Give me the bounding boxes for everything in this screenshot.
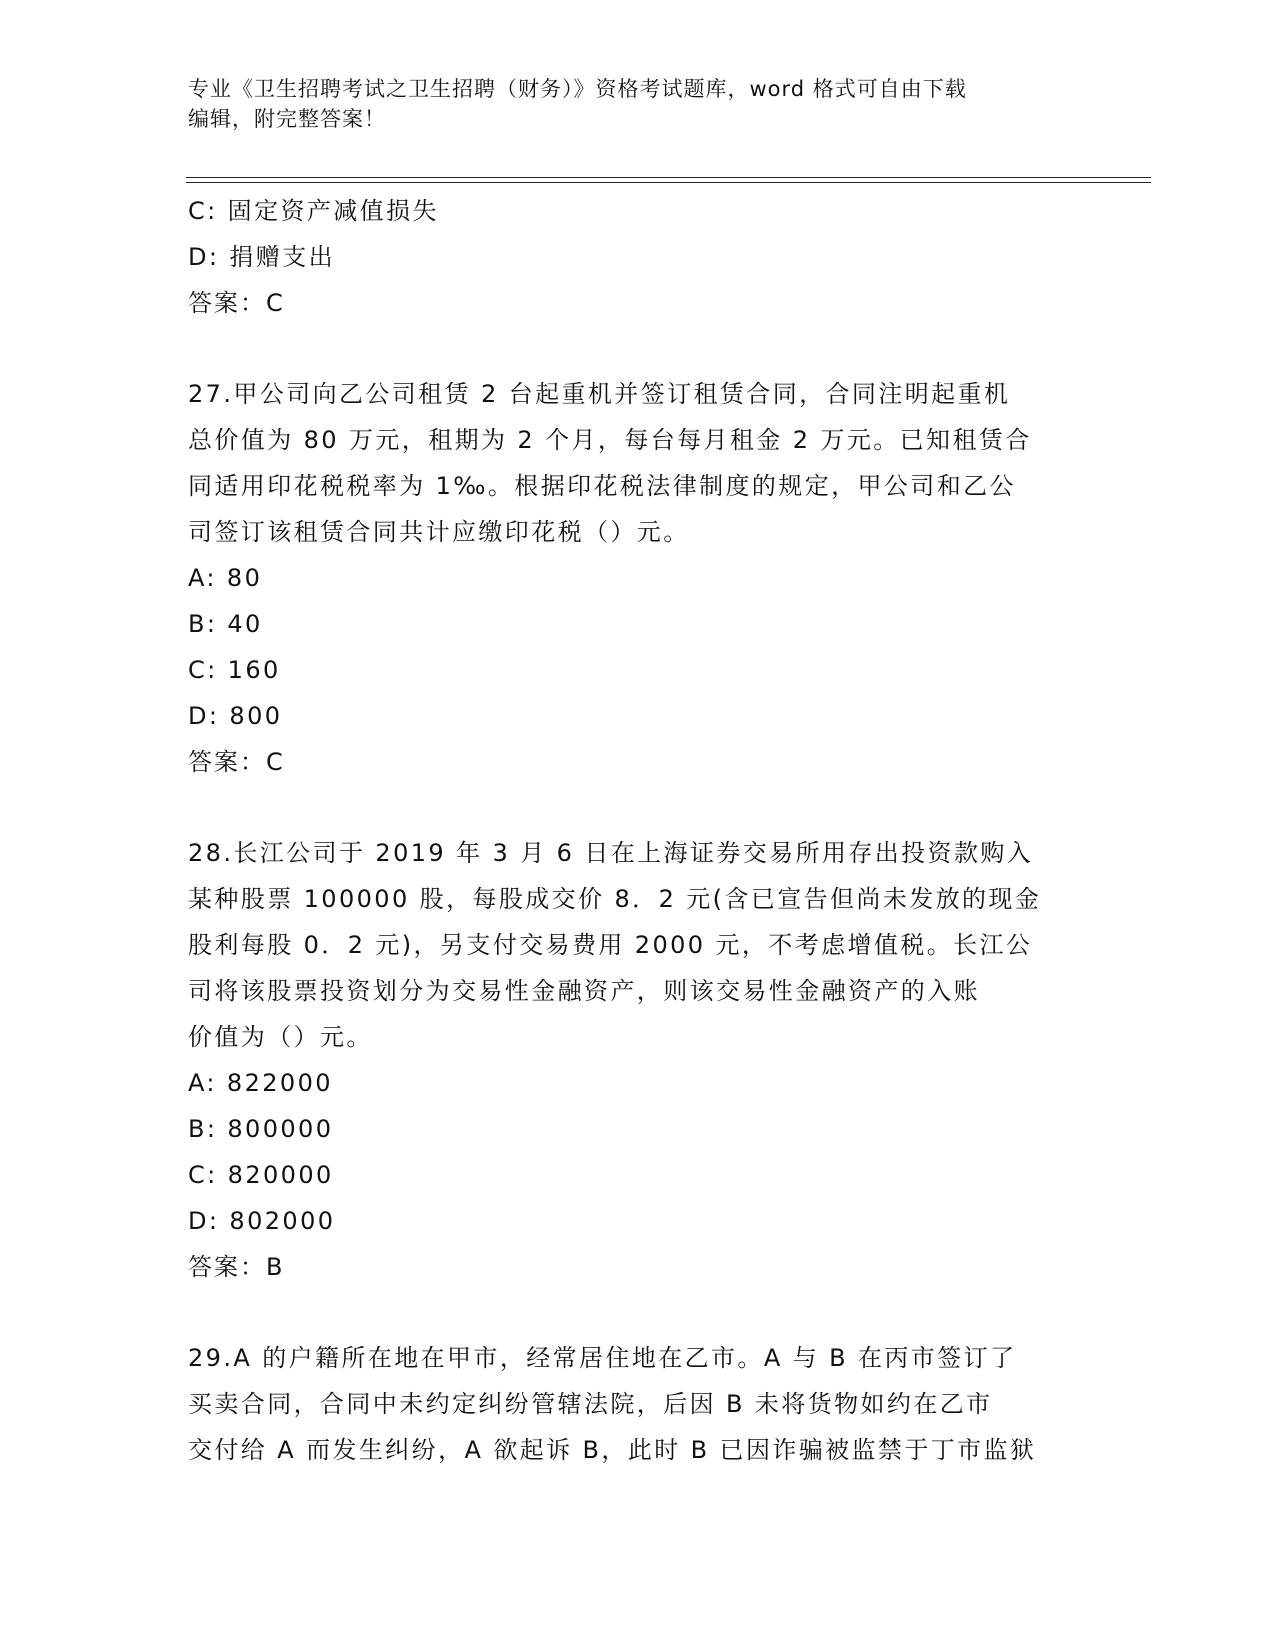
question-28-option-c: C: 820000 <box>188 1161 334 1189</box>
option-c: C: 固定资产减值损失 <box>188 197 439 225</box>
question-28-answer: 答案：B <box>188 1253 285 1281</box>
question-28-option-d: D: 802000 <box>188 1207 336 1235</box>
question-27-option-c: C: 160 <box>188 656 281 684</box>
header-line-2: 编辑，附完整答案！ <box>188 107 386 131</box>
question-27-option-b: B: 40 <box>188 610 263 638</box>
spacer <box>188 785 1088 830</box>
spacer <box>188 326 1088 371</box>
document-body <box>188 188 1088 1473</box>
question-28-option-b: B: 800000 <box>188 1115 334 1143</box>
answer: 答案：C <box>188 289 285 317</box>
question-27-option-d: D: 800 <box>188 702 283 730</box>
question-29-stem-line: 交付给 A 而发生纠纷，A 欲起诉 B，此时 B 已因诈骗被监禁于丁市监狱 <box>188 1436 1037 1464</box>
header-line-1: 专业《卫生招聘考试之卫生招聘（财务）》资格考试题库，word 格式可自由下载 <box>188 77 967 101</box>
header-rule-top <box>186 177 1151 178</box>
question-28-stem-line: 28.长江公司于 2019 年 3 月 6 日在上海证券交易所用存出投资款购入 <box>188 839 1034 867</box>
question-28-stem-line: 股利每股 0．2 元)，另支付交易费用 2000 元，不考虑增值税。长江公 <box>188 931 1033 959</box>
spacer <box>188 1290 1088 1335</box>
question-28-stem-line: 某种股票 100000 股，每股成交价 8．2 元(含已宣告但尚未发放的现金 <box>188 885 1042 913</box>
question-28-option-a: A: 822000 <box>188 1069 333 1097</box>
header-rule-bottom <box>186 182 1151 183</box>
question-27-stem-line: 同适用印花税税率为 1‰。根据印花税法律制度的规定，甲公司和乙公 <box>188 472 1016 500</box>
question-27-stem-line: 司签订该租赁合同共计应缴印花税（）元。 <box>188 518 690 546</box>
document-header <box>188 74 1088 134</box>
question-28-stem-line: 司将该股票投资划分为交易性金融资产，则该交易性金融资产的入账 <box>188 977 980 1005</box>
option-d: D: 捐赠支出 <box>188 243 335 271</box>
question-27-stem-line: 总价值为 80 万元，租期为 2 个月，每台每月租金 2 万元。已知租赁合 <box>188 426 1032 454</box>
question-27-option-a: A: 80 <box>188 564 263 592</box>
question-29-stem-line: 29.A 的户籍所在地在甲市，经常居住地在乙市。A 与 B 在丙市签订了 <box>188 1344 1017 1372</box>
question-27-answer: 答案：C <box>188 748 285 776</box>
question-29-stem-line: 买卖合同，合同中未约定纠纷管辖法院，后因 B 未将货物如约在乙市 <box>188 1390 993 1418</box>
question-27-stem-line: 27.甲公司向乙公司租赁 2 台起重机并签订租赁合同，合同注明起重机 <box>188 380 1011 408</box>
question-28-stem-line: 价值为（）元。 <box>188 1023 373 1051</box>
